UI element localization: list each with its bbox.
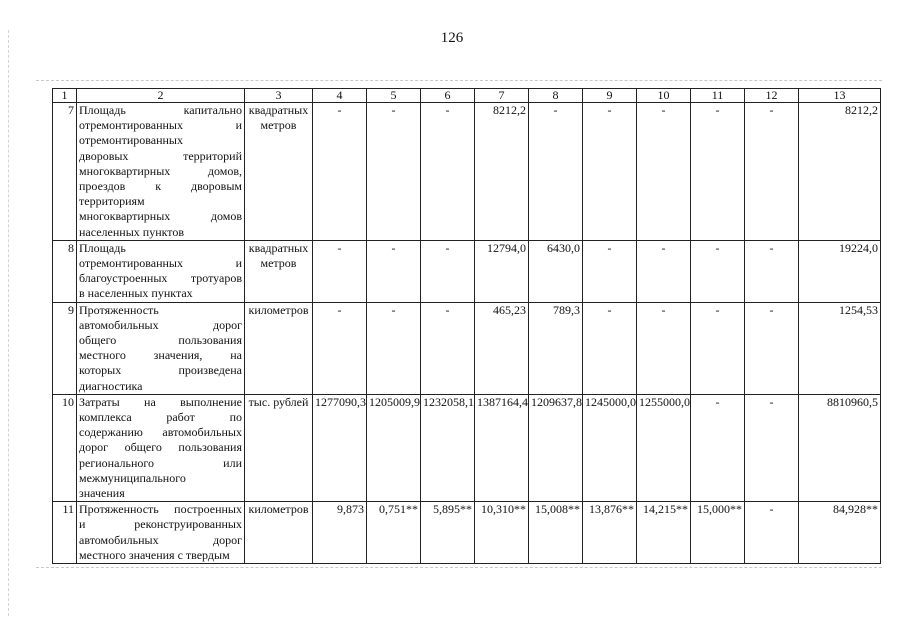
value-cell: - (529, 103, 583, 241)
indicator-name-line: отремонтированных (79, 133, 183, 148)
value-cell: - (367, 240, 421, 302)
indicator-name-line: в населенных пунктах (79, 286, 193, 301)
indicator-name-line: и реконструированных (79, 517, 242, 532)
indicator-name-line: диагностика (79, 378, 143, 393)
value-cell: - (421, 240, 475, 302)
indicator-name-line: содержанию автомобильных (79, 425, 242, 440)
value-cell: 1277090,3 (313, 394, 367, 501)
value-cell: - (367, 103, 421, 241)
indicator-name-line: территориям (79, 194, 145, 209)
indicators-table (52, 88, 881, 564)
value-cell: - (637, 240, 691, 302)
column-header: 13 (799, 89, 881, 103)
value-cell: - (421, 302, 475, 394)
value-cell: - (637, 302, 691, 394)
unit-of-measure (245, 394, 313, 501)
value-cell: - (637, 103, 691, 241)
value-cell: - (313, 302, 367, 394)
value-cell: 1232058,1 (421, 394, 475, 501)
table-row (53, 240, 881, 302)
column-header: 1 (53, 89, 77, 103)
unit-line: метров (260, 118, 297, 133)
column-header: 2 (77, 89, 245, 103)
indicator-name-line: Площадь (79, 240, 126, 255)
unit-line: квадратных (248, 103, 309, 117)
row-number: 9 (53, 302, 77, 394)
value-cell: 12794,0 (475, 240, 529, 302)
unit-line: квадратных (248, 240, 309, 255)
indicator-name-line: отремонтированных и (79, 118, 242, 133)
value-cell: - (313, 103, 367, 241)
indicator-name-line: населенных пунктов (79, 224, 185, 239)
table-row (53, 302, 881, 394)
value-cell: 15,008** (529, 502, 583, 564)
indicator-name-line: автомобильных дорог (79, 532, 242, 547)
column-header: 7 (475, 89, 529, 103)
column-header: 12 (745, 89, 799, 103)
unit-line: километров (248, 302, 309, 317)
value-cell: 5,895** (421, 502, 475, 564)
column-number-row (53, 89, 881, 103)
value-cell: 8810960,5 (799, 394, 881, 501)
column-header: 8 (529, 89, 583, 103)
value-cell: 19224,0 (799, 240, 881, 302)
value-cell: 13,876** (583, 502, 637, 564)
indicator-name-line: многоквартирных домов (79, 209, 242, 224)
value-cell: - (583, 240, 637, 302)
value-cell: - (745, 502, 799, 564)
scan-top-edge (36, 80, 882, 81)
unit-line: километров (248, 502, 309, 517)
table-row (53, 394, 881, 501)
column-header: 9 (583, 89, 637, 103)
indicator-name (77, 502, 245, 564)
value-cell: 84,928** (799, 502, 881, 564)
column-header: 11 (691, 89, 745, 103)
value-cell: 8212,2 (475, 103, 529, 241)
row-number: 11 (53, 502, 77, 564)
column-header: 6 (421, 89, 475, 103)
indicator-name-line: проездов к дворовым (79, 179, 242, 194)
row-number: 8 (53, 240, 77, 302)
indicator-name-line: благоустроенных тротуаров (79, 271, 242, 286)
value-cell: - (691, 394, 745, 501)
value-cell: - (745, 302, 799, 394)
indicator-name-line: Протяженность (79, 302, 159, 317)
indicator-name-line: местного значения, на (79, 348, 242, 363)
indicator-name (77, 103, 245, 241)
value-cell: 15,000** (691, 502, 745, 564)
value-cell: 1255000,0 (637, 394, 691, 501)
page-number: 126 (440, 30, 464, 46)
scan-left-edge (8, 30, 9, 616)
indicator-name-line: Площадь капитально (79, 103, 242, 117)
column-header: 5 (367, 89, 421, 103)
indicator-name-line: комплекса работ по (79, 410, 242, 425)
indicator-name-line: межмуниципального (79, 470, 186, 485)
row-number: 10 (53, 394, 77, 501)
unit-of-measure (245, 502, 313, 564)
value-cell: - (421, 103, 475, 241)
value-cell: - (313, 240, 367, 302)
unit-line: тыс. рублей (248, 394, 309, 409)
value-cell: 6430,0 (529, 240, 583, 302)
indicator-name (77, 394, 245, 501)
unit-of-measure (245, 240, 313, 302)
value-cell: - (745, 240, 799, 302)
indicator-name-line: значения (79, 486, 125, 501)
indicator-name-line: дорог общего пользования (79, 440, 242, 455)
row-number: 7 (53, 103, 77, 241)
scan-bottom-edge (36, 567, 882, 568)
value-cell: 1254,53 (799, 302, 881, 394)
table-row (53, 502, 881, 564)
indicator-name-line: общего пользования (79, 333, 242, 348)
value-cell: 789,3 (529, 302, 583, 394)
value-cell: 9,873 (313, 502, 367, 564)
value-cell: - (745, 103, 799, 241)
value-cell: 1209637,8 (529, 394, 583, 501)
value-cell: 0,751** (367, 502, 421, 564)
unit-of-measure (245, 103, 313, 241)
value-cell: - (583, 103, 637, 241)
indicator-name-line: автомобильных дорог (79, 317, 242, 332)
value-cell: 465,23 (475, 302, 529, 394)
indicator-name (77, 240, 245, 302)
indicator-name-line: которых произведена (79, 363, 242, 378)
column-header: 10 (637, 89, 691, 103)
indicator-name-line: дворовых территорий (79, 148, 242, 163)
value-cell: 10,310** (475, 502, 529, 564)
value-cell: - (583, 302, 637, 394)
indicator-name-line: местного значения с твердым (79, 547, 230, 562)
unit-line: метров (260, 256, 297, 271)
value-cell: - (691, 240, 745, 302)
indicator-name-line: Протяженность построенных (79, 502, 242, 517)
value-cell: - (367, 302, 421, 394)
value-cell: - (745, 394, 799, 501)
column-header: 3 (245, 89, 313, 103)
unit-of-measure (245, 302, 313, 394)
indicator-name-line: многоквартирных домов, (79, 163, 242, 178)
indicator-name (77, 302, 245, 394)
value-cell: 1387164,4 (475, 394, 529, 501)
indicator-name-line: отремонтированных и (79, 256, 242, 271)
value-cell: - (691, 103, 745, 241)
indicator-name-line: регионального или (79, 455, 242, 470)
column-header: 4 (313, 89, 367, 103)
value-cell: 1205009,9 (367, 394, 421, 501)
table-row (53, 103, 881, 241)
indicator-name-line: Затраты на выполнение (79, 394, 242, 409)
value-cell: 8212,2 (799, 103, 881, 241)
value-cell: - (691, 302, 745, 394)
value-cell: 1245000,0 (583, 394, 637, 501)
value-cell: 14,215** (637, 502, 691, 564)
